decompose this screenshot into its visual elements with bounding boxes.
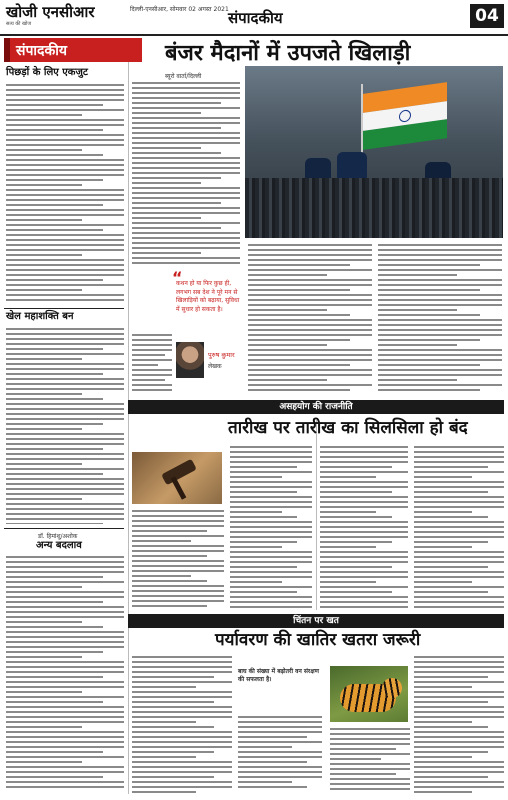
pull-quote: कथन हो या फिर कुछ ही, लगभग सब देश ने पूरे मन से खिलाड़ियों को बढ़ाया, सुविधा में सुधार हो सकता है। [176,280,240,314]
tiger-photo [330,666,408,722]
section3-body-2 [238,716,322,794]
byline: डॉ. हिमांशु/अशोक [38,533,78,540]
section-title: संपादकीय [228,9,283,27]
editorial-label: संपादकीय [16,43,67,59]
section-strip-label: चिंतन पर खत [293,616,339,626]
editorial-headline-3: अन्य बदलाव [36,540,82,551]
section2-body-4 [414,446,504,610]
gavel-photo [132,452,222,504]
section3-headline: पर्यावरण की खातिर खतरा जरूरी [215,630,421,650]
section2-body-1 [132,510,224,610]
author-role: लेखक [208,363,222,370]
paper-name: खोजी एनसीआर [6,3,95,21]
editorial-headline-1: पिछड़ों के लिए एकजुट [6,67,88,78]
lead-photo [245,66,503,238]
lead-body-2 [248,244,372,394]
gavel-icon [161,459,197,486]
tiger-icon [382,678,402,698]
lead-body-1 [132,82,240,266]
indian-flag-icon [363,82,447,150]
section-strip [128,614,504,628]
editorial-body-3 [6,556,124,792]
date-line: दिल्ली-एनसीआर, सोमवार 02 अगस्त 2021 [130,6,229,13]
page-number: 04 [470,4,504,28]
author-name: पुरुष कुमार [208,351,235,359]
section2-body-2 [230,446,312,610]
lead-byline: ब्यूरो वार्ता/दिल्ली [165,73,202,80]
author-box [176,342,242,394]
editorial-banner [4,38,142,62]
section2-body-3 [320,446,408,610]
section3-body-4 [414,656,504,794]
author-avatar [176,342,204,378]
lead-headline: बंजर मैदानों में उपजते खिलाड़ी [165,41,411,66]
section-strip [128,400,504,414]
section2-headline: तारीख पर तारीख का सिलसिला हो बंद [228,418,468,438]
editorial-headline-2: खेल महाशक्ति बन [6,311,74,322]
section3-body-1 [132,656,232,794]
section-divider [4,528,124,529]
column-divider [316,420,317,610]
lead-body-4 [132,334,172,394]
editorial-body-1 [6,84,124,306]
paper-tagline: सत्य की खोज [6,21,32,27]
section-divider [4,308,124,309]
editorial-body-2 [6,328,124,524]
section3-quote: बाघ की संख्या में बढ़ोतरी वन संरक्षण की सफलता है। [238,668,320,684]
column-divider [128,38,129,794]
lead-body-3 [378,244,502,394]
section3-body-3 [330,728,410,794]
quote-mark: “ [172,268,183,287]
section-strip-label: असहयोग की राजनीति [279,402,353,412]
